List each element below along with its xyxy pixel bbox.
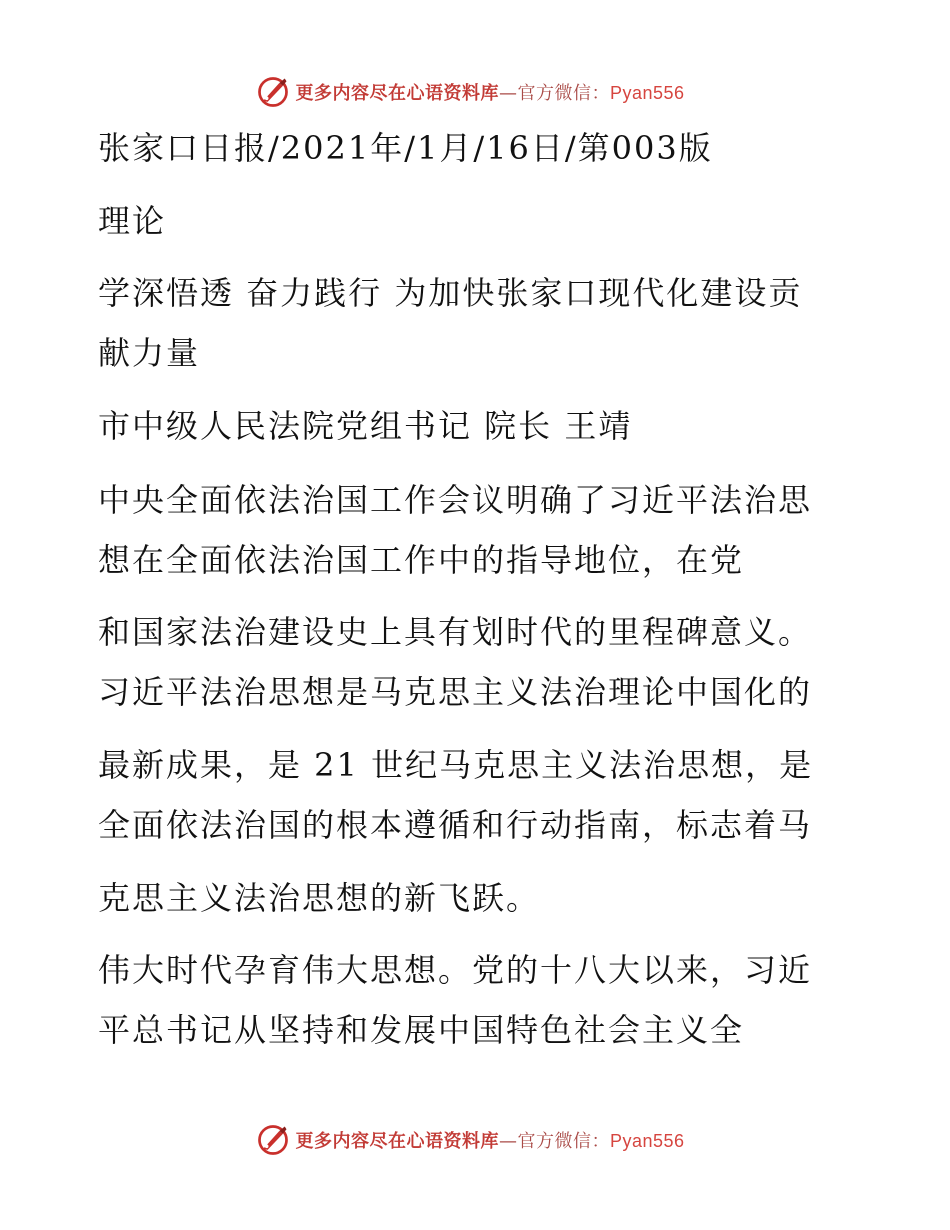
article-title-line-2: 献力量 [98,334,201,372]
section-label: 理论 [98,202,167,240]
watermark-brand: 更多内容尽在心语资料库 [295,1131,499,1152]
watermark-text [295,79,684,105]
author-line: 市中级人民法院党组书记 院长 王靖 [98,407,633,445]
watermark-text [295,1127,684,1153]
watermark-wechat-id: Pyan556 [609,1131,685,1151]
paragraph-line: 克思主义法治思想的新飞跃。 [98,879,541,917]
quill-logo-icon [255,74,291,110]
paragraph-line: 中央全面依法治国工作会议明确了习近平法治思 [98,481,813,519]
paragraph-line: 伟大时代孕育伟大思想。党的十八大以来，习近 [98,951,813,989]
masthead: 张家口日报/2021年/1月/16日/第003版 [98,129,713,167]
paragraph-line: 全面依法治国的根本遵循和行动指南，标志着马 [98,806,813,844]
paragraph-line: 想在全面依法治国工作中的指导地位，在党 [98,541,745,579]
article-title-line-1: 学深悟透 奋力践行 为加快张家口现代化建设贡 [98,274,803,312]
paragraph-line: 平总书记从坚持和发展中国特色社会主义全 [98,1011,745,1049]
paragraph-line: 最新成果，是 21 世纪马克思主义法治思想，是 [98,746,814,784]
paragraph-line: 习近平法治思想是马克思主义法治理论中国化的 [98,673,813,711]
paragraph-line: 和国家法治建设史上具有划时代的里程碑意义。 [98,613,813,651]
watermark-separator: —官方微信： [498,83,610,104]
watermark-wechat-id: Pyan556 [609,83,685,103]
quill-logo-icon [255,1122,291,1158]
footer-watermark [0,1120,950,1160]
watermark-brand: 更多内容尽在心语资料库 [295,83,499,104]
header-watermark [0,72,950,112]
watermark-separator: —官方微信： [498,1131,610,1152]
watermark-group [255,1122,684,1158]
watermark-group [255,74,684,110]
